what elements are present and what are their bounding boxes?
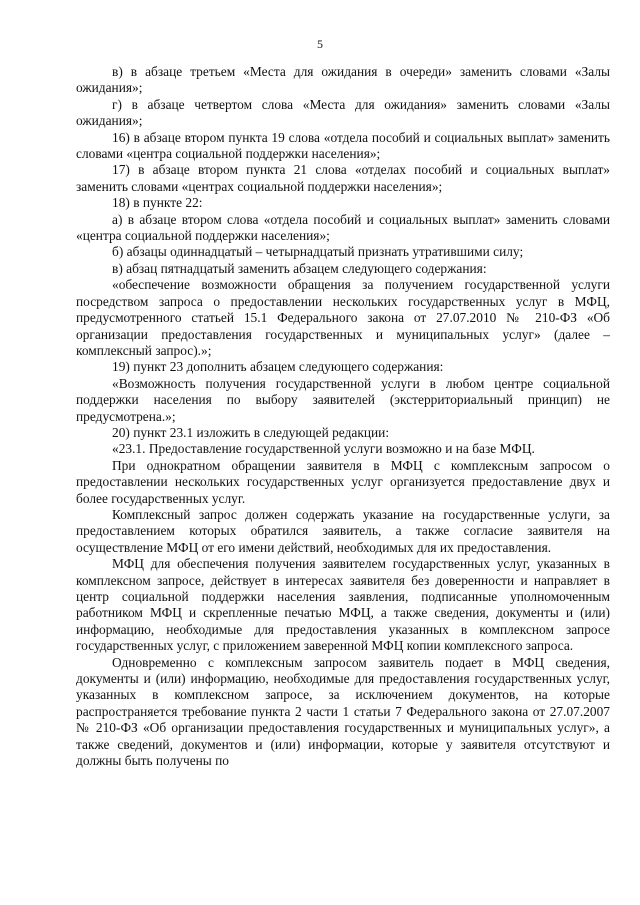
paragraph-13: «23.1. Предоставление государственной услуги возможно и на базе МФЦ. [112, 441, 535, 457]
page-number: 5 [317, 37, 323, 51]
paragraph-1: в) в абзаце третьем «Места для ожидания в очереди» заменить словами «Залы ожидания»; [76, 64, 610, 96]
paragraph-4: 17) в абзаце втором пункта 21 слова «отделах пособий и социальных выплат» заменить словами «центрах социальной поддержки населения»; [76, 162, 610, 194]
paragraph-9: «обеспечение возможности обращения за получением государственной услуги посредством запроса о предоставлении нескольких государственных услуг в МФЦ, предусмотренного статьей 15.1 Федерального закона от 27.07.2010 № 210-ФЗ «Об организации предоставления государственных и муниципальных услуг» (далее – комплексный запрос).»; [76, 277, 610, 358]
paragraph-3: 16) в абзаце втором пункта 19 слова «отдела пособий и социальных выплат» заменить словами «центра социальной поддержки населения»; [76, 129, 610, 162]
paragraph-7: б) абзацы одиннадцатый – четырнадцатый признать утратившими силу; [112, 244, 524, 260]
paragraph-16: МФЦ для обеспечения получения заявителем государственных услуг, указанных в комплексном запросе, действует в интересах заявителя без доверенности и направляет в центр социальной поддержки населения заявления, подписанные уполномоченным работником МФЦ и скрепленные печатью МФЦ, а также сведения, документы и (или) информацию, необходимые для предоставления указанных в комплексном запросе государственных услуг, с приложением заверенной МФЦ копии комплексного запроса. [76, 556, 610, 654]
paragraph-6: а) в абзаце втором слова «отдела пособий и социальных выплат» заменить словами «центра социальной поддержки населения»; [76, 211, 610, 244]
paragraph-8: в) абзац пятнадцатый заменить абзацем следующего содержания: [112, 260, 487, 276]
paragraph-14: При однократном обращении заявителя в МФЦ с комплексным запросом о предоставлении нескольких государственных услуг организуется предоставление двух и более государственных услуг. [76, 457, 610, 506]
paragraph-10: 19) пункт 23 дополнить абзацем следующего содержания: [112, 359, 444, 375]
document-body [76, 64, 610, 769]
paragraph-17: Одновременно с комплексным запросом заявитель подает в МФЦ сведения, документы и (или) информацию, необходимые для предоставления государственных услуг, указанных в комплексном запросе, за исключением документов, на которые распространяется требование пункта 2 части 1 статьи 7 Федерального закона от 27.07.2007 № 210-ФЗ «Об организации предоставления государственных и муниципальных услуг», а также сведений, документов и (или) информации, которые у заявителя отсутствуют и должны быть получены по [76, 654, 610, 769]
paragraph-15: Комплексный запрос должен содержать указание на государственные услуги, за предоставлением которых обратился заявитель, а также согласие заявителя на осуществление МФЦ от его имени действий, необходимых для их предоставления. [76, 506, 610, 555]
paragraph-12: 20) пункт 23.1 изложить в следующей редакции: [112, 424, 390, 440]
paragraph-5: 18) в пункте 22: [112, 195, 203, 211]
paragraph-2: г) в абзаце четвертом слова «Места для ожидания» заменить словами «Залы ожидания»; [76, 96, 610, 129]
paragraph-11: «Возможность получения государственной услуги в любом центре социальной поддержки населения по выбору заявителей (экстерриториальный принцип) не предусмотрена.»; [76, 375, 610, 424]
